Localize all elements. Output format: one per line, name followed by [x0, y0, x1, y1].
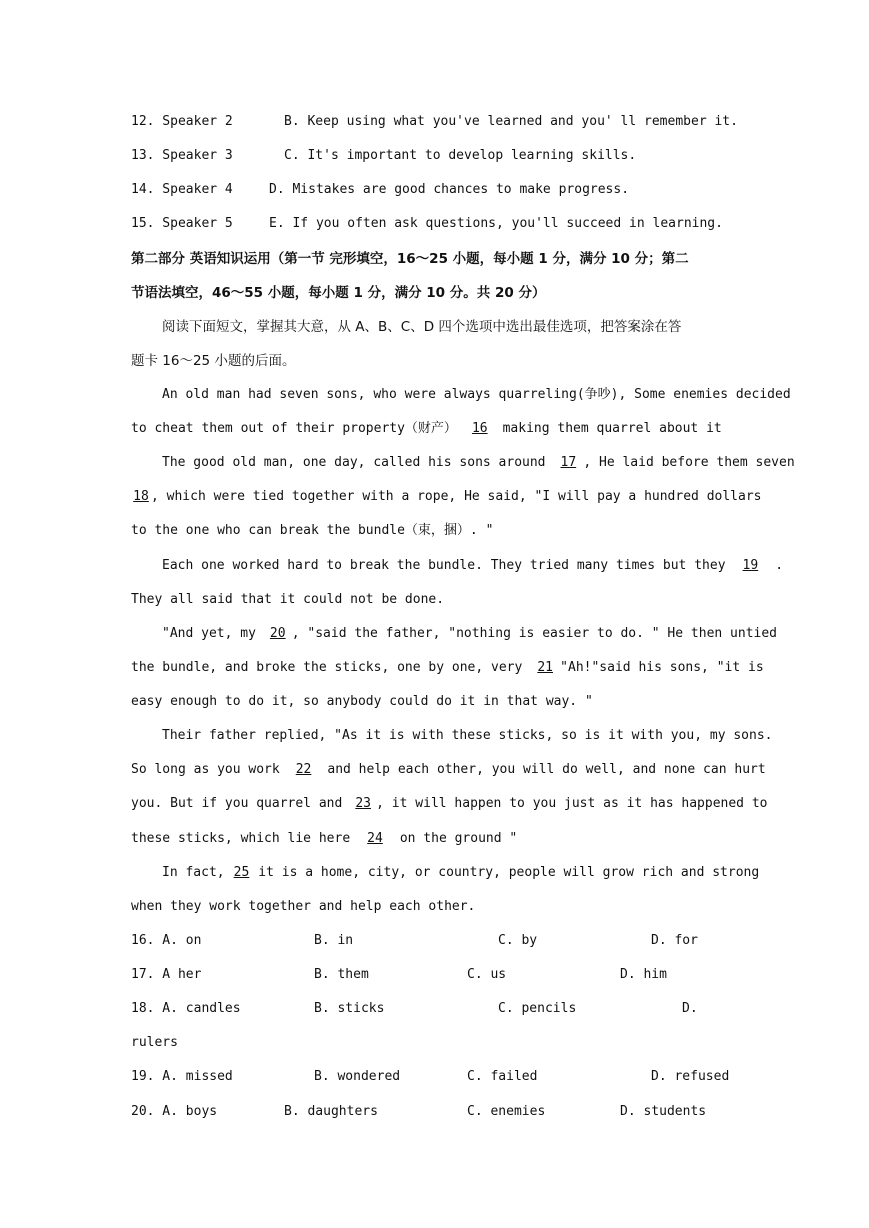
- passage-p1-line-1: An old man had seven sons, who were always quarreling(争吵), Some enemies decided: [162, 387, 791, 402]
- passage-text: , it will happen to you just as it has happened to: [376, 796, 768, 811]
- blank-19: 19: [742, 558, 759, 573]
- passage-text: , which were tied together with a rope, He said, "I will pay a hundred dollars: [151, 489, 762, 504]
- option-d: D. him: [620, 967, 667, 982]
- option-b: B. them: [314, 967, 369, 982]
- instruction-line-2: 题卡 16～25 小题的后面。: [131, 353, 296, 369]
- speaker-label: 15. Speaker 5: [131, 216, 233, 231]
- passage-text: "Ah!"said his sons, "it is: [560, 660, 764, 675]
- blank-20: 20: [269, 626, 286, 641]
- passage-p2-line-2: [131, 486, 762, 508]
- passage-p4-line-3: easy enough to do it, so anybody could do it in that way. ": [131, 694, 593, 709]
- passage-text: Each one worked hard to break the bundle. They tried many times but they: [162, 558, 726, 573]
- option-a: 20. A. boys: [131, 1104, 218, 1119]
- speaker-label: 12. Speaker 2: [131, 114, 233, 129]
- passage-text: it is a home, city, or country, people will grow rich and strong: [258, 865, 760, 880]
- option-b: B. daughters: [284, 1104, 378, 1119]
- blank-23: 23: [355, 796, 371, 811]
- option-c: C. failed: [467, 1069, 538, 1084]
- passage-p6-line-1: [162, 862, 760, 884]
- blank-17: 17: [560, 455, 577, 470]
- passage-p2-line-3: to the one who can break the bundle（束，捆）. ": [131, 523, 494, 538]
- passage-text: on the ground ": [399, 831, 518, 846]
- passage-text: you. But if you quarrel and: [131, 796, 343, 811]
- option-a: 19. A. missed: [131, 1069, 233, 1084]
- option-b: B. sticks: [314, 1001, 385, 1016]
- passage-p5-line-1: Their father replied, "As it is with these sticks, so is it with you, my sons.: [162, 728, 773, 743]
- statement-option: B. Keep using what you've learned and you' ll remember it.: [284, 114, 738, 129]
- matching-row-15: [131, 213, 741, 235]
- section-title-line-2: 节语法填空，46～55 小题，每小题 1 分，满分 10 分。共 20 分）: [131, 285, 546, 301]
- passage-p2-line-1: [162, 452, 795, 474]
- passage-text: the bundle, and broke the sticks, one by one, very: [131, 660, 523, 675]
- option-a: 16. A. on: [131, 933, 202, 948]
- blank-21: 21: [537, 660, 553, 675]
- passage-text: to cheat them out of their property（财产）: [131, 421, 457, 436]
- passage-p4-line-2: [131, 657, 764, 679]
- question-18-wrap: rulers: [131, 1035, 178, 1050]
- option-a: 17. A her: [131, 967, 202, 982]
- passage-text: and help each other, you will do well, and none can hurt: [327, 762, 766, 777]
- option-d: D. students: [620, 1104, 707, 1119]
- question-18: [131, 998, 741, 1020]
- passage-p6-line-2: when they work together and help each other.: [131, 899, 476, 914]
- option-c: C. by: [498, 933, 538, 948]
- blank-22: 22: [295, 762, 312, 777]
- passage-text: , He laid before them seven: [583, 455, 795, 470]
- option-d: D. for: [651, 933, 698, 948]
- blank-16: 16: [471, 421, 488, 436]
- passage-p5-line-4: [131, 828, 741, 850]
- matching-row-12: [131, 111, 741, 133]
- passage-p3-line-1: [162, 555, 784, 577]
- speaker-label: 14. Speaker 4: [131, 182, 233, 197]
- passage-p1-line-2: [131, 418, 741, 440]
- question-20: [131, 1101, 741, 1123]
- matching-row-14: [131, 179, 741, 201]
- statement-option: D. Mistakes are good chances to make progress.: [269, 182, 630, 197]
- option-a: 18. A. candles: [131, 1001, 241, 1016]
- option-d: D. refused: [651, 1069, 730, 1084]
- passage-text: , "said the father, "nothing is easier to do. " He then untied: [291, 626, 778, 641]
- blank-24: 24: [367, 831, 383, 846]
- passage-text: .: [775, 558, 784, 573]
- option-c: C. pencils: [498, 1001, 577, 1016]
- option-c: C. enemies: [467, 1104, 546, 1119]
- question-16: [131, 930, 741, 952]
- passage-text: In fact,: [162, 865, 225, 880]
- passage-p5-line-3: [131, 793, 768, 815]
- blank-18: 18: [133, 489, 149, 504]
- question-19: [131, 1066, 741, 1088]
- matching-row-13: [131, 145, 741, 167]
- option-b: B. wondered: [314, 1069, 401, 1084]
- passage-text: making them quarrel about it: [502, 421, 722, 436]
- passage-p3-line-2: They all said that it could not be done.: [131, 592, 445, 607]
- passage-text: "And yet, my: [162, 626, 256, 641]
- question-17: [131, 964, 741, 986]
- passage-text: So long as you work: [131, 762, 280, 777]
- blank-25: 25: [233, 865, 250, 880]
- option-b: B. in: [314, 933, 354, 948]
- statement-option: E. If you often ask questions, you'll succeed in learning.: [269, 216, 723, 231]
- passage-p4-line-1: [162, 623, 778, 645]
- passage-p5-line-2: [131, 759, 766, 781]
- passage-text: The good old man, one day, called his sons around: [162, 455, 546, 470]
- option-c: C. us: [467, 967, 507, 982]
- passage-text: these sticks, which lie here: [131, 831, 351, 846]
- instruction-line-1: 阅读下面短文，掌握其大意，从 A、B、C、D 四个选项中选出最佳选项，把答案涂在答: [162, 319, 682, 335]
- section-title-line-1: 第二部分 英语知识运用（第一节 完形填空，16～25 小题，每小题 1 分，满分 10 分；第二: [131, 251, 689, 267]
- option-d: D.: [682, 1001, 698, 1016]
- statement-option: C. It's important to develop learning skills.: [284, 148, 637, 163]
- speaker-label: 13. Speaker 3: [131, 148, 233, 163]
